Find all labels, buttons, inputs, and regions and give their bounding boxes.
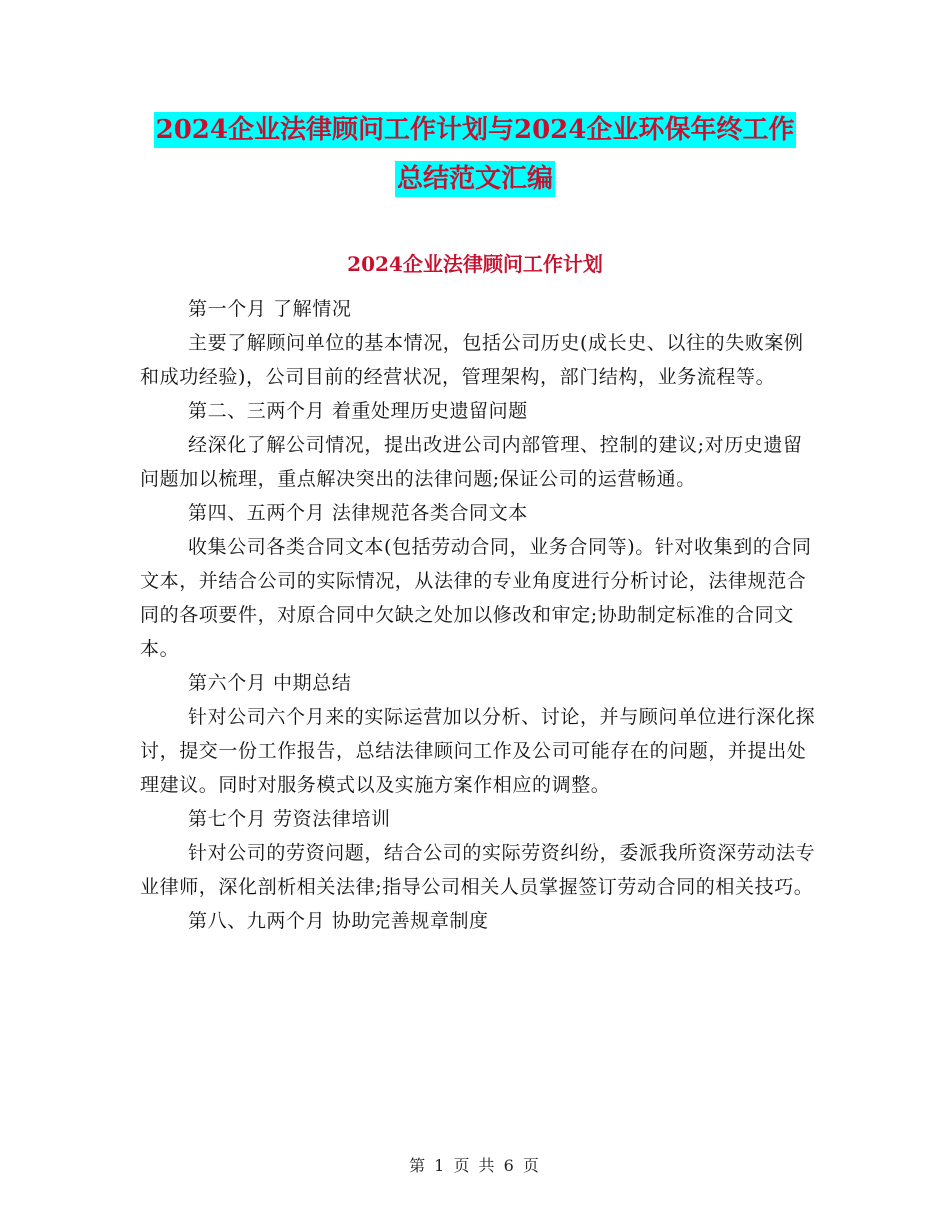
paragraph: 针对公司六个月来的实际运营加以分析、讨论，并与顾问单位进行深化探讨，提交一份工作报告，总结法律顾问工作及公司可能存在的问题，并提出处理建议。同时对服务模式以及实施方案作相应的调整。 bbox=[140, 706, 816, 796]
page-footer: 第 1 页 共 6 页 bbox=[409, 1156, 541, 1175]
paragraph: 第七个月 劳资法律培训 bbox=[188, 808, 391, 830]
title-line-1: 2024企业法律顾问工作计划与2024企业环保年终工作 bbox=[154, 112, 797, 148]
paragraph: 第二、三两个月 着重处理历史遗留问题 bbox=[188, 400, 528, 422]
paragraph: 第一个月 了解情况 bbox=[188, 298, 352, 320]
paragraph: 第四、五两个月 法律规范各类合同文本 bbox=[188, 502, 528, 524]
section-title: 2024企业法律顾问工作计划 bbox=[347, 252, 603, 276]
paragraph: 第六个月 中期总结 bbox=[188, 672, 352, 694]
paragraph: 主要了解顾问单位的基本情况，包括公司历史(成长史、以往的失败案例和成功经验)，公司目前的经营状况，管理架构，部门结构，业务流程等。 bbox=[140, 332, 804, 388]
paragraph: 针对公司的劳资问题，结合公司的实际劳资纠纷，委派我所资深劳动法专业律师，深化剖析相关法律;指导公司相关人员掌握签订劳动合同的相关技巧。 bbox=[140, 842, 816, 898]
document-title bbox=[0, 112, 950, 197]
document-body bbox=[140, 292, 820, 938]
title-line-2: 总结范文汇编 bbox=[395, 161, 555, 197]
paragraph: 经深化了解公司情况，提出改进公司内部管理、控制的建议;对历史遗留问题加以梳理，重点解决突出的法律问题;保证公司的运营畅通。 bbox=[140, 434, 803, 490]
paragraph: 收集公司各类合同文本(包括劳动合同，业务合同等)。针对收集到的合同文本，并结合公司的实际情况，从法律的专业角度进行分析讨论，法律规范合同的各项要件，对原合同中欠缺之处加以修改和审定;协助制定标准的合同文本。 bbox=[140, 536, 812, 660]
paragraph: 第八、九两个月 协助完善规章制度 bbox=[188, 910, 489, 932]
